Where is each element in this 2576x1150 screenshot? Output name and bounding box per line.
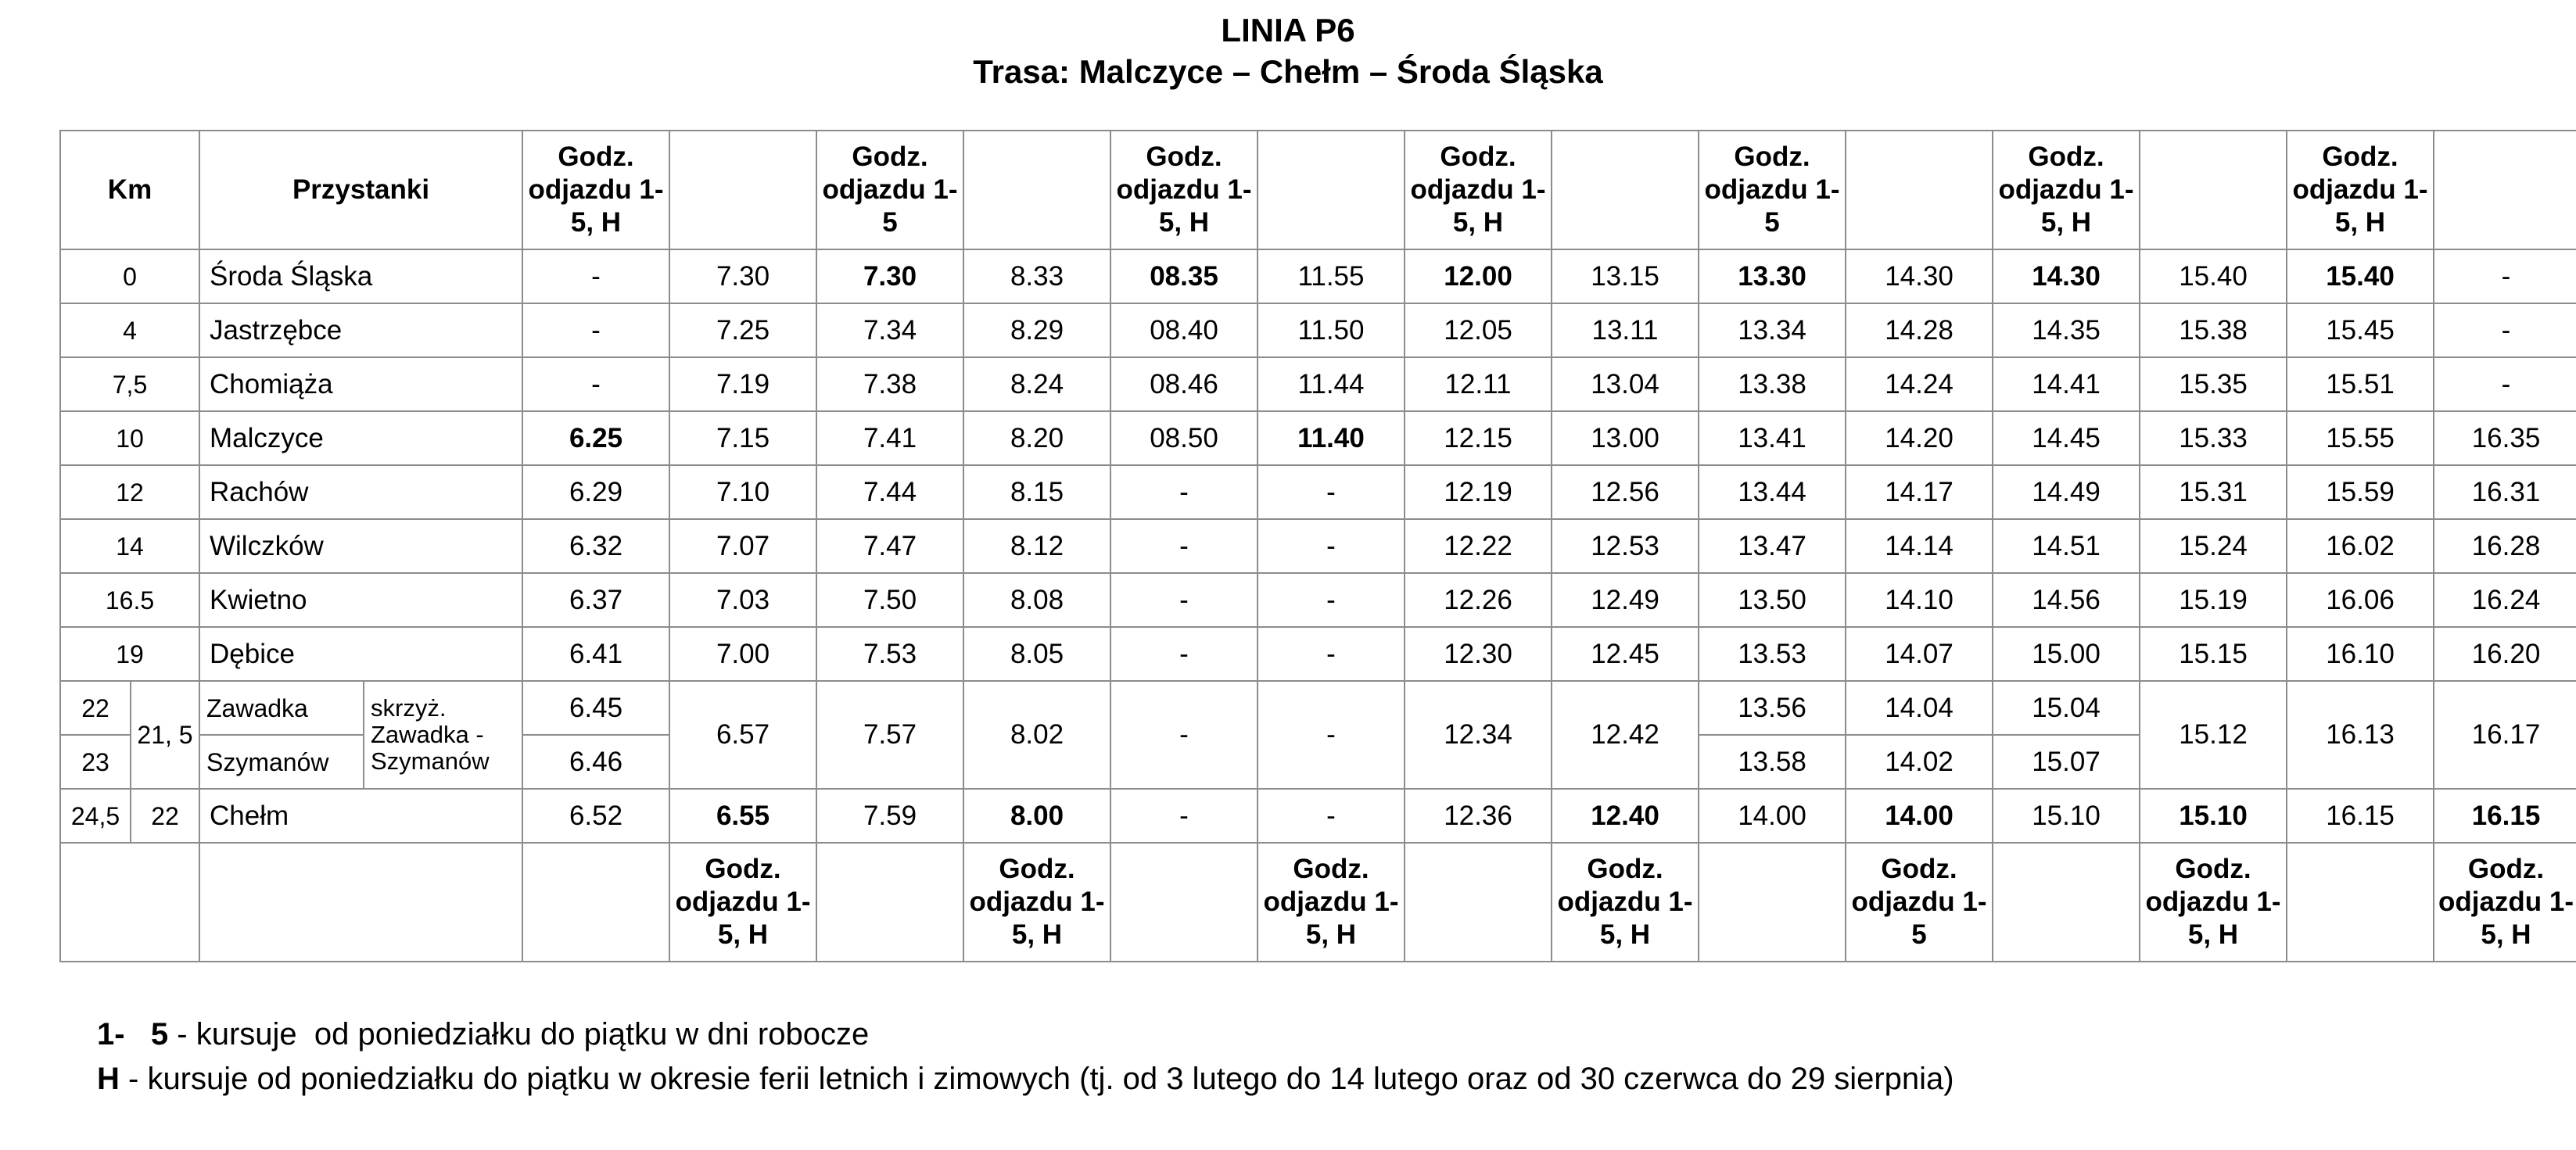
time-cell: 13.44	[1699, 465, 1846, 519]
time-cell: 8.20	[963, 411, 1110, 465]
time-cell: 12.30	[1405, 627, 1552, 681]
time-cell: -	[1258, 789, 1405, 843]
time-cell: 8.24	[963, 357, 1110, 411]
footer-header-row	[60, 843, 2576, 962]
time-cell: 15.59	[2287, 465, 2434, 519]
legend-key: H	[97, 1062, 120, 1096]
column-header: Godz. odjazdu 1-5	[1699, 131, 1846, 249]
time-cell: -	[1110, 519, 1258, 573]
time-cell: 16.20	[2434, 627, 2576, 681]
km-cell: 4	[60, 303, 199, 357]
legend-notes	[97, 1012, 1954, 1102]
time-cell: 12.15	[1405, 411, 1552, 465]
time-cell: 7.59	[816, 789, 963, 843]
table-row	[60, 249, 2576, 303]
time-cell: 14.00	[1699, 789, 1846, 843]
time-cell: 7.38	[816, 357, 963, 411]
time-cell: 7.07	[669, 519, 816, 573]
time-cell: 7.47	[816, 519, 963, 573]
time-cell: 14.10	[1846, 573, 1993, 627]
time-cell: 8.02	[963, 681, 1110, 789]
time-cell: 6.46	[522, 735, 669, 789]
time-cell: -	[1258, 573, 1405, 627]
time-cell: 11.55	[1258, 249, 1405, 303]
time-cell: 12.05	[1405, 303, 1552, 357]
time-cell: 12.22	[1405, 519, 1552, 573]
time-cell: 7.57	[816, 681, 963, 789]
time-cell: 11.50	[1258, 303, 1405, 357]
header-row	[60, 131, 2576, 249]
km-cell-alt: 22	[131, 789, 199, 843]
time-cell: 16.02	[2287, 519, 2434, 573]
stops-header: Przystanki	[199, 131, 522, 249]
time-cell: 16.13	[2287, 681, 2434, 789]
time-cell: 14.35	[1993, 303, 2140, 357]
time-cell: 15.10	[2140, 789, 2287, 843]
stop-name: Rachów	[199, 465, 522, 519]
column-footer	[2287, 843, 2434, 962]
time-cell: 15.15	[2140, 627, 2287, 681]
time-cell: 14.00	[1846, 789, 1993, 843]
time-cell: 13.56	[1699, 681, 1846, 735]
time-cell: 15.45	[2287, 303, 2434, 357]
km-cell: 14	[60, 519, 199, 573]
time-cell: 13.41	[1699, 411, 1846, 465]
time-cell: 13.04	[1552, 357, 1699, 411]
time-cell: 11.40	[1258, 411, 1405, 465]
time-cell: 08.40	[1110, 303, 1258, 357]
time-cell: 16.31	[2434, 465, 2576, 519]
time-cell: 12.45	[1552, 627, 1699, 681]
time-cell: 12.26	[1405, 573, 1552, 627]
time-cell: 7.00	[669, 627, 816, 681]
time-cell: 6.29	[522, 465, 669, 519]
time-cell: 14.30	[1846, 249, 1993, 303]
time-cell: 7.19	[669, 357, 816, 411]
time-cell: -	[522, 303, 669, 357]
time-cell: 16.15	[2434, 789, 2576, 843]
time-cell: 14.07	[1846, 627, 1993, 681]
column-header: Godz. odjazdu 1-5, H	[522, 131, 669, 249]
time-cell: 16.24	[2434, 573, 2576, 627]
table-row	[60, 465, 2576, 519]
time-cell: 8.05	[963, 627, 1110, 681]
time-cell: 16.15	[2287, 789, 2434, 843]
column-footer	[1405, 843, 1552, 962]
time-cell: 16.06	[2287, 573, 2434, 627]
time-cell: 15.55	[2287, 411, 2434, 465]
time-cell: 7.53	[816, 627, 963, 681]
time-cell: 16.17	[2434, 681, 2576, 789]
time-cell: 13.34	[1699, 303, 1846, 357]
time-cell: 15.19	[2140, 573, 2287, 627]
column-footer: Godz. odjazdu 1-5, H	[963, 843, 1110, 962]
legend-key: 1- 5	[97, 1017, 169, 1051]
time-cell: 15.40	[2287, 249, 2434, 303]
page-title: LINIA P6	[1221, 12, 1355, 48]
table-row	[60, 573, 2576, 627]
time-cell: -	[1258, 681, 1405, 789]
column-header	[1552, 131, 1699, 249]
time-cell: 15.07	[1993, 735, 2140, 789]
time-cell: 16.35	[2434, 411, 2576, 465]
column-footer	[522, 843, 669, 962]
column-footer: Godz. odjazdu 1-5, H	[669, 843, 816, 962]
route-subtitle: Trasa: Malczyce – Chełm – Środa Śląska	[973, 53, 1603, 90]
km-cell: 16.5	[60, 573, 199, 627]
time-cell: 14.49	[1993, 465, 2140, 519]
table-row	[60, 681, 2576, 735]
time-cell: 13.11	[1552, 303, 1699, 357]
table-row	[60, 411, 2576, 465]
time-cell: 6.57	[669, 681, 816, 789]
time-cell: -	[2434, 357, 2576, 411]
time-cell: 12.56	[1552, 465, 1699, 519]
stop-name: Wilczków	[199, 519, 522, 573]
stop-name: Kwietno	[199, 573, 522, 627]
column-header: Godz. odjazdu 1-5, H	[2287, 131, 2434, 249]
column-header: Godz. odjazdu 1-5	[816, 131, 963, 249]
time-cell: 15.24	[2140, 519, 2287, 573]
time-cell: 7.44	[816, 465, 963, 519]
time-cell: 15.10	[1993, 789, 2140, 843]
time-cell: 13.50	[1699, 573, 1846, 627]
stop-name: Jastrzębce	[199, 303, 522, 357]
column-header	[669, 131, 816, 249]
time-cell: 6.45	[522, 681, 669, 735]
time-cell: 15.00	[1993, 627, 2140, 681]
time-cell: 16.28	[2434, 519, 2576, 573]
time-cell: 14.28	[1846, 303, 1993, 357]
table-row	[60, 789, 2576, 843]
time-cell: 14.51	[1993, 519, 2140, 573]
time-cell: -	[1258, 519, 1405, 573]
legend-note-weekdays	[97, 1012, 1954, 1057]
time-cell: 13.53	[1699, 627, 1846, 681]
time-cell: 6.25	[522, 411, 669, 465]
time-cell: 13.15	[1552, 249, 1699, 303]
km-cell: 24,5	[60, 789, 131, 843]
time-cell: 14.14	[1846, 519, 1993, 573]
time-cell: 14.04	[1846, 681, 1993, 735]
time-cell: 14.02	[1846, 735, 1993, 789]
time-cell: 8.29	[963, 303, 1110, 357]
time-cell: 8.12	[963, 519, 1110, 573]
column-footer	[1699, 843, 1846, 962]
time-cell: 7.15	[669, 411, 816, 465]
column-header	[963, 131, 1110, 249]
time-cell: 6.32	[522, 519, 669, 573]
empty-cell	[199, 843, 522, 962]
time-cell: 13.38	[1699, 357, 1846, 411]
time-cell: 7.50	[816, 573, 963, 627]
time-cell: 8.33	[963, 249, 1110, 303]
time-cell: 7.25	[669, 303, 816, 357]
time-cell: -	[1110, 627, 1258, 681]
time-cell: 16.10	[2287, 627, 2434, 681]
time-cell: -	[2434, 249, 2576, 303]
time-cell: 08.50	[1110, 411, 1258, 465]
column-header	[1846, 131, 1993, 249]
time-cell: 8.15	[963, 465, 1110, 519]
km-cell: 12	[60, 465, 199, 519]
stop-name: Środa Śląska	[199, 249, 522, 303]
table-row	[60, 627, 2576, 681]
km-cell: 23	[60, 735, 131, 789]
stop-name: Malczyce	[199, 411, 522, 465]
time-cell: 12.40	[1552, 789, 1699, 843]
column-footer: Godz. odjazdu 1-5, H	[1258, 843, 1405, 962]
time-cell: 14.41	[1993, 357, 2140, 411]
time-cell: 12.49	[1552, 573, 1699, 627]
time-cell: 14.24	[1846, 357, 1993, 411]
stop-name: Dębice	[199, 627, 522, 681]
time-cell: 7.34	[816, 303, 963, 357]
legend-note-holidays	[97, 1057, 1954, 1102]
legend-text: - kursuje od poniedziałku do piątku w okresie ferii letnich i zimowych (tj. od 3 lutego do 14 lutego oraz od 30 czerwca do 29 sierpnia)	[119, 1062, 1954, 1096]
time-cell: 8.00	[963, 789, 1110, 843]
column-header: Godz. odjazdu 1-5, H	[1993, 131, 2140, 249]
time-cell: -	[1110, 789, 1258, 843]
table-row	[60, 303, 2576, 357]
time-cell: 11.44	[1258, 357, 1405, 411]
km-cell: 22	[60, 681, 131, 735]
stop-name: Chomiąża	[199, 357, 522, 411]
time-cell: 7.30	[669, 249, 816, 303]
time-cell: 14.56	[1993, 573, 2140, 627]
time-cell: 12.11	[1405, 357, 1552, 411]
column-header	[2434, 131, 2576, 249]
stop-name: Zawadka	[199, 681, 364, 735]
time-cell: 15.12	[2140, 681, 2287, 789]
time-cell: -	[2434, 303, 2576, 357]
time-cell: -	[1110, 465, 1258, 519]
crossing-name: skrzyż. Zawadka - Szymanów	[364, 681, 522, 789]
time-cell: 6.55	[669, 789, 816, 843]
time-cell: 12.19	[1405, 465, 1552, 519]
time-cell: 6.41	[522, 627, 669, 681]
time-cell: 12.00	[1405, 249, 1552, 303]
column-header: Godz. odjazdu 1-5, H	[1405, 131, 1552, 249]
time-cell: 13.00	[1552, 411, 1699, 465]
time-cell: 12.42	[1552, 681, 1699, 789]
column-header	[2140, 131, 2287, 249]
km-cell-alt: 21, 5	[131, 681, 199, 789]
stop-name: Chełm	[199, 789, 522, 843]
time-cell: 15.33	[2140, 411, 2287, 465]
time-cell: 14.20	[1846, 411, 1993, 465]
time-cell: -	[1110, 681, 1258, 789]
stop-name: Szymanów	[199, 735, 364, 789]
time-cell: 13.30	[1699, 249, 1846, 303]
column-footer: Godz. odjazdu 1-5	[1846, 843, 1993, 962]
km-cell: 0	[60, 249, 199, 303]
time-cell: 15.51	[2287, 357, 2434, 411]
time-cell: 12.36	[1405, 789, 1552, 843]
time-cell: 08.46	[1110, 357, 1258, 411]
time-cell: -	[1110, 573, 1258, 627]
column-header: Godz. odjazdu 1-5, H	[1110, 131, 1258, 249]
column-footer: Godz. odjazdu 1-5, H	[2434, 843, 2576, 962]
time-cell: -	[522, 249, 669, 303]
time-cell: 7.30	[816, 249, 963, 303]
legend-text: - kursuje od poniedziałku do piątku w dni robocze	[168, 1017, 870, 1051]
time-cell: 13.58	[1699, 735, 1846, 789]
table-row	[60, 519, 2576, 573]
time-cell: 08.35	[1110, 249, 1258, 303]
time-cell: 12.34	[1405, 681, 1552, 789]
time-cell: 15.31	[2140, 465, 2287, 519]
column-footer: Godz. odjazdu 1-5, H	[2140, 843, 2287, 962]
time-cell: 15.04	[1993, 681, 2140, 735]
time-cell: 14.30	[1993, 249, 2140, 303]
time-cell: 12.53	[1552, 519, 1699, 573]
time-cell: -	[1258, 627, 1405, 681]
time-cell: 15.35	[2140, 357, 2287, 411]
column-footer	[816, 843, 963, 962]
time-cell: 14.45	[1993, 411, 2140, 465]
time-cell: -	[522, 357, 669, 411]
column-footer	[1993, 843, 2140, 962]
time-cell: 7.10	[669, 465, 816, 519]
time-cell: 6.37	[522, 573, 669, 627]
timetable	[59, 130, 2576, 962]
time-cell: 6.52	[522, 789, 669, 843]
column-footer: Godz. odjazdu 1-5, H	[1552, 843, 1699, 962]
km-cell: 7,5	[60, 357, 199, 411]
km-cell: 19	[60, 627, 199, 681]
time-cell: 8.08	[963, 573, 1110, 627]
column-footer	[1110, 843, 1258, 962]
km-header: Km	[60, 131, 199, 249]
table-row	[60, 357, 2576, 411]
time-cell: 7.03	[669, 573, 816, 627]
time-cell: 14.17	[1846, 465, 1993, 519]
time-cell: -	[1258, 465, 1405, 519]
time-cell: 15.38	[2140, 303, 2287, 357]
column-header	[1258, 131, 1405, 249]
time-cell: 13.47	[1699, 519, 1846, 573]
time-cell: 15.40	[2140, 249, 2287, 303]
empty-cell	[60, 843, 199, 962]
time-cell: 7.41	[816, 411, 963, 465]
km-cell: 10	[60, 411, 199, 465]
